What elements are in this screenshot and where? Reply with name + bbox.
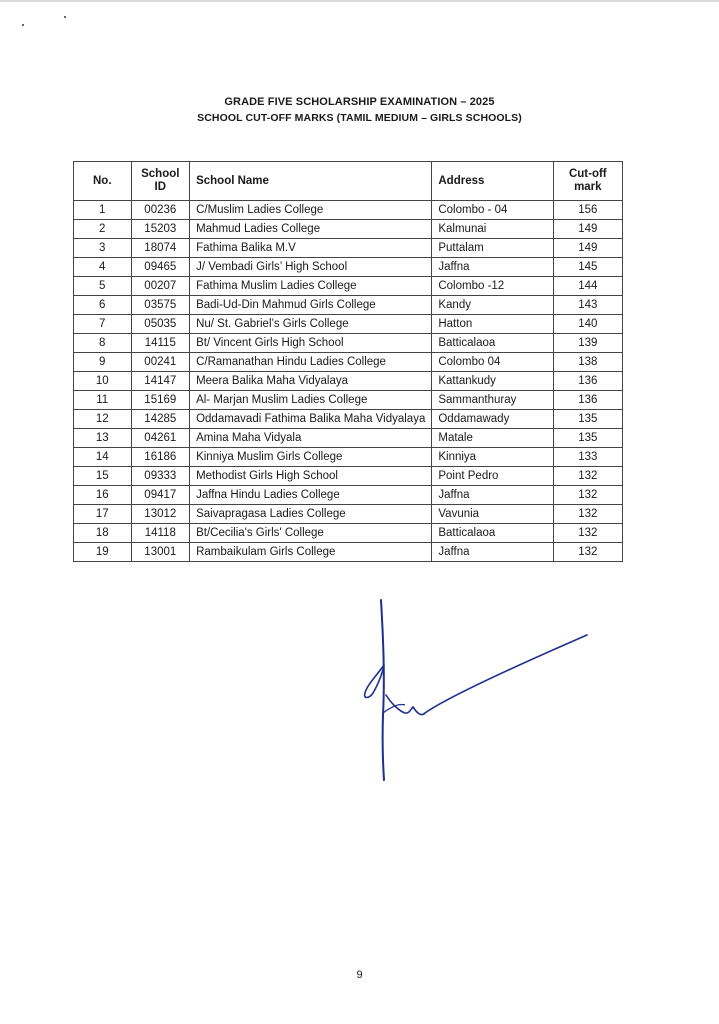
cutoff-marks-table — [73, 161, 623, 562]
cell-address: Oddamawady — [432, 410, 553, 429]
cell-cutoff-mark: 140 — [553, 315, 622, 334]
table-header-row — [74, 162, 623, 201]
cell-no: 13 — [74, 429, 132, 448]
cell-cutoff-mark: 144 — [553, 277, 622, 296]
cell-cutoff-mark: 136 — [553, 372, 622, 391]
cell-address: Colombo -12 — [432, 277, 553, 296]
table-row — [74, 467, 623, 486]
table-row — [74, 334, 623, 353]
cell-no: 12 — [74, 410, 132, 429]
cell-school-name: Fathima Balika M.V — [190, 239, 432, 258]
cell-school-name: Oddamavadi Fathima Balika Maha Vidyalaya — [190, 410, 432, 429]
cell-no: 19 — [74, 543, 132, 562]
cell-no: 14 — [74, 448, 132, 467]
cell-school-id: 13012 — [131, 505, 190, 524]
cell-cutoff-mark: 139 — [553, 334, 622, 353]
table-row — [74, 201, 623, 220]
cell-school-id: 16186 — [131, 448, 190, 467]
cell-no: 3 — [74, 239, 132, 258]
cell-address: Colombo 04 — [432, 353, 553, 372]
cell-no: 10 — [74, 372, 132, 391]
cell-address: Batticalaoa — [432, 334, 553, 353]
table-row — [74, 448, 623, 467]
cell-school-id: 09465 — [131, 258, 190, 277]
cell-school-id: 14147 — [131, 372, 190, 391]
cell-address: Jaffna — [432, 543, 553, 562]
table-row — [74, 505, 623, 524]
cell-school-id: 14115 — [131, 334, 190, 353]
handwritten-signature — [355, 595, 595, 785]
cell-address: Sammanthuray — [432, 391, 553, 410]
cell-school-name: Rambaikulam Girls College — [190, 543, 432, 562]
scan-speck — [64, 16, 66, 18]
table-row — [74, 429, 623, 448]
header-school-id: School ID — [131, 162, 190, 201]
cell-address: Jaffna — [432, 486, 553, 505]
table-row — [74, 258, 623, 277]
table-row — [74, 372, 623, 391]
cell-no: 16 — [74, 486, 132, 505]
cell-cutoff-mark: 156 — [553, 201, 622, 220]
cell-cutoff-mark: 133 — [553, 448, 622, 467]
cell-school-name: Bt/ Vincent Girls High School — [190, 334, 432, 353]
cell-address: Kattankudy — [432, 372, 553, 391]
cell-school-id: 09417 — [131, 486, 190, 505]
cell-cutoff-mark: 138 — [553, 353, 622, 372]
cell-school-name: Kinniya Muslim Girls College — [190, 448, 432, 467]
cell-school-name: Badi-Ud-Din Mahmud Girls College — [190, 296, 432, 315]
cell-school-id: 00241 — [131, 353, 190, 372]
cell-cutoff-mark: 145 — [553, 258, 622, 277]
table-row — [74, 239, 623, 258]
table-row — [74, 220, 623, 239]
cell-school-id: 05035 — [131, 315, 190, 334]
document-subtitle: SCHOOL CUT-OFF MARKS (TAMIL MEDIUM – GIRLS SCHOOLS) — [197, 112, 522, 124]
table-body — [74, 201, 623, 562]
cell-cutoff-mark: 132 — [553, 524, 622, 543]
cell-school-name: Amina Maha Vidyala — [190, 429, 432, 448]
cell-address: Kinniya — [432, 448, 553, 467]
cell-cutoff-mark: 132 — [553, 543, 622, 562]
header-school-name: School Name — [190, 162, 432, 201]
cell-address: Hatton — [432, 315, 553, 334]
cell-school-name: J/ Vembadi Girls’ High School — [190, 258, 432, 277]
table-row — [74, 486, 623, 505]
cell-no: 5 — [74, 277, 132, 296]
cell-cutoff-mark: 149 — [553, 220, 622, 239]
header-address: Address — [432, 162, 553, 201]
table-row — [74, 391, 623, 410]
cell-school-name: Bt/Cecilia's Girls' College — [190, 524, 432, 543]
cell-school-id: 09333 — [131, 467, 190, 486]
cell-school-name: Nu/ St. Gabriel’s Girls College — [190, 315, 432, 334]
scan-top-edge — [0, 0, 719, 2]
cell-school-id: 03575 — [131, 296, 190, 315]
cell-school-id: 00207 — [131, 277, 190, 296]
cell-school-id: 14285 — [131, 410, 190, 429]
cell-school-id: 04261 — [131, 429, 190, 448]
cell-cutoff-mark: 135 — [553, 429, 622, 448]
cell-school-name: C/Ramanathan Hindu Ladies College — [190, 353, 432, 372]
cell-no: 17 — [74, 505, 132, 524]
cell-no: 15 — [74, 467, 132, 486]
cell-school-name: Mahmud Ladies College — [190, 220, 432, 239]
document-header — [0, 94, 719, 126]
page-number: 9 — [356, 969, 363, 981]
cell-school-name: Saivapragasa Ladies College — [190, 505, 432, 524]
document-title: GRADE FIVE SCHOLARSHIP EXAMINATION – 2025 — [224, 96, 495, 108]
cell-school-name: Meera Balika Maha Vidyalaya — [190, 372, 432, 391]
cell-no: 6 — [74, 296, 132, 315]
cell-no: 1 — [74, 201, 132, 220]
cell-school-id: 18074 — [131, 239, 190, 258]
cell-no: 4 — [74, 258, 132, 277]
cell-no: 18 — [74, 524, 132, 543]
scan-speck — [22, 24, 24, 26]
cell-school-name: Methodist Girls High School — [190, 467, 432, 486]
header-cutoff-mark: Cut-off mark — [553, 162, 622, 201]
cell-address: Kalmunai — [432, 220, 553, 239]
cell-school-id: 00236 — [131, 201, 190, 220]
cell-address: Kandy — [432, 296, 553, 315]
table-row — [74, 353, 623, 372]
cell-address: Matale — [432, 429, 553, 448]
cell-school-name: Jaffna Hindu Ladies College — [190, 486, 432, 505]
cell-school-id: 15169 — [131, 391, 190, 410]
table-row — [74, 524, 623, 543]
cell-cutoff-mark: 149 — [553, 239, 622, 258]
cell-address: Batticalaoa — [432, 524, 553, 543]
cell-no: 8 — [74, 334, 132, 353]
cell-cutoff-mark: 143 — [553, 296, 622, 315]
cell-no: 9 — [74, 353, 132, 372]
cell-school-id: 14118 — [131, 524, 190, 543]
cell-cutoff-mark: 132 — [553, 486, 622, 505]
cell-address: Colombo - 04 — [432, 201, 553, 220]
header-no: No. — [74, 162, 132, 201]
cell-address: Jaffna — [432, 258, 553, 277]
cell-cutoff-mark: 132 — [553, 467, 622, 486]
cell-address: Point Pedro — [432, 467, 553, 486]
cell-cutoff-mark: 136 — [553, 391, 622, 410]
cell-school-name: Al- Marjan Muslim Ladies College — [190, 391, 432, 410]
cell-cutoff-mark: 135 — [553, 410, 622, 429]
cell-no: 2 — [74, 220, 132, 239]
table-row — [74, 296, 623, 315]
cell-school-name: Fathima Muslim Ladies College — [190, 277, 432, 296]
cell-address: Puttalam — [432, 239, 553, 258]
cell-school-id: 15203 — [131, 220, 190, 239]
cell-address: Vavunia — [432, 505, 553, 524]
cell-school-id: 13001 — [131, 543, 190, 562]
table-row — [74, 315, 623, 334]
cell-school-name: C/Muslim Ladies College — [190, 201, 432, 220]
cell-no: 7 — [74, 315, 132, 334]
table-row — [74, 543, 623, 562]
cell-no: 11 — [74, 391, 132, 410]
table-row — [74, 410, 623, 429]
cell-cutoff-mark: 132 — [553, 505, 622, 524]
table-row — [74, 277, 623, 296]
